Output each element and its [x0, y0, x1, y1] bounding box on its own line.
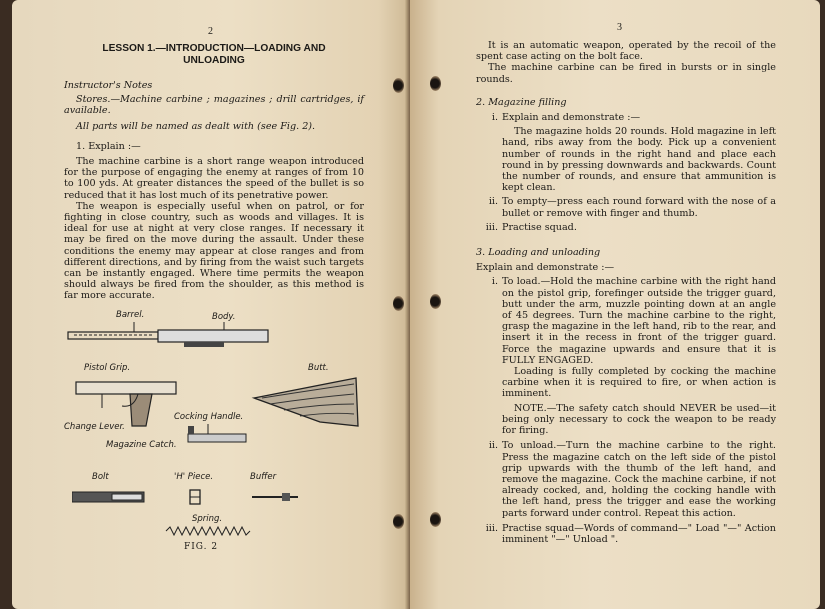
item-number: iii.: [485, 221, 498, 233]
label-pistol-grip: Pistol Grip.: [84, 362, 131, 373]
loading-completion: Loading is fully completed by cocking the machine carbine when it is required to fire, or when action is imminent.: [502, 366, 776, 400]
title-line-1: LESSON 1.—INTRODUCTION—LOADING AND: [102, 43, 326, 54]
spring-drawing: [164, 526, 254, 536]
label-cocking-handle: Cocking Handle.: [174, 411, 244, 422]
paragraph-2: The weapon is especially useful when on patrol, or for fighting in close country, such as woods and villages. It is ideal for use at night at very close ranges. If necessary it may be fired on the move during the assault. Under these conditions the enemy may appear at close ranges and from different directions, and by firing from the waist such targets can be instantly engaged. Where time permits the weapon should always be fired from the shoulder, as this method is far more accurate.: [64, 200, 364, 302]
item-text: Practise squad—Words of command—" Load "—" Action imminent "—" Unload ".: [502, 522, 776, 545]
binding-hole: [430, 76, 441, 91]
section-3-heading: 3. Loading and unloading: [476, 247, 601, 259]
item-text: Practise squad.: [502, 221, 577, 233]
binding-hole: [430, 294, 441, 309]
title-line-2: UNLOADING: [183, 54, 245, 66]
butt-drawing: [250, 374, 362, 434]
binding-hole: [393, 78, 404, 93]
instructor-notes-heading: Instructor's Notes: [64, 80, 153, 91]
list-item: [476, 276, 776, 366]
item-number: ii.: [488, 440, 498, 452]
item-text: To unload.—Turn the machine carbine to the right. Press the magazine catch on the left side of the pistol grip upwards with the thumb of the left hand, and remove the magazine. Cock the machine carbine, if not already cocked, and, holding the cocking handle with the left hand, press the trigger and ease the working parts forward under control. Repeat this action.: [502, 440, 776, 519]
label-butt: Butt.: [308, 362, 329, 373]
paragraph-1: The machine carbine is a short range weapon introduced for the purpose of engaging the enemy at ranges of from 10 to 100 yds. At greater distances the speed of the bullet is so reduced that it has lost much of its penetrative power.: [64, 156, 364, 201]
item-number: ii.: [488, 196, 498, 208]
label-buffer: Buffer: [250, 471, 277, 482]
list-item: [476, 523, 776, 545]
section-3-intro: Explain and demonstrate :—: [476, 262, 615, 274]
label-magazine-catch: Magazine Catch.: [106, 439, 177, 450]
binding-hole: [430, 512, 441, 527]
item-text: To load.—Hold the machine carbine with the right hand on the pistol grip, forefinger outside the trigger guard, butt under the arm, muzzle pointing down at an angle of 45 degrees. Turn the machine carbine to the right, grasp the magazine in the left hand, rib to the rear, and insert it in the recess in front of the trigger guard. Force the magazine upwards and ensure that it is FULLY ENGAGED.: [502, 276, 776, 366]
label-spring: Spring.: [192, 513, 223, 524]
item-number: i.: [491, 276, 498, 288]
label-barrel: Barrel.: [116, 309, 145, 320]
magazine-filling-body: The magazine holds 20 rounds. Hold magazine in left hand, ribs away from the body. Pick up a convenient number of rounds in the right hand and place each round in by pressing downwards and backwards. Count the number of rounds, and ensure that ammunition is kept clean.: [502, 126, 776, 194]
lesson-title: [64, 43, 364, 66]
left-page: [12, 0, 410, 609]
label-body: Body.: [212, 311, 236, 322]
stores-note: Stores.—Machine carbine ; magazines ; drill cartridges, if available.: [64, 94, 364, 117]
list-item: [476, 440, 776, 518]
left-page-content: [64, 40, 364, 554]
label-change-lever: Change Lever.: [64, 421, 125, 432]
bolt-hpiece-buffer-drawing: [72, 486, 302, 510]
parts-note: All parts will be named as dealt with (see Fig. 2).: [76, 120, 316, 132]
item-text: To empty—press each round forward with the nose of a bullet or remove with finger and thumb.: [502, 196, 776, 219]
figure-carbine-parts: [64, 308, 364, 554]
item-number: iii.: [485, 522, 498, 534]
intro-paragraph: It is an automatic weapon, operated by the recoil of the spent case acting on the bolt face.: [476, 40, 776, 63]
page-number: 2: [208, 26, 213, 37]
item-number: i.: [491, 112, 498, 124]
barrel-body-drawing: [64, 322, 284, 352]
intro-paragraph-2: The machine carbine can be fired in bursts or in single rounds.: [476, 62, 776, 85]
list-item: [476, 222, 776, 233]
list-item: [476, 112, 776, 123]
item-text: Explain and demonstrate :—: [502, 112, 641, 124]
page-number: 3: [617, 22, 622, 33]
label-h-piece: 'H' Piece.: [174, 471, 214, 482]
binding-hole: [393, 514, 404, 529]
figure-caption: FIG. 2: [184, 541, 219, 552]
section-2-heading: 2. Magazine filling: [476, 96, 567, 108]
right-page-content: [476, 40, 776, 545]
label-bolt: Bolt: [92, 471, 109, 482]
safety-note: NOTE.—The safety catch should NEVER be used—it being only necessary to cock the weapon to be ready for firing.: [502, 402, 776, 437]
right-page: [410, 0, 820, 609]
list-item: [476, 196, 776, 218]
cocking-handle-drawing: [180, 424, 250, 450]
binding-hole: [393, 296, 404, 311]
explain-heading: 1. Explain :—: [76, 140, 141, 152]
